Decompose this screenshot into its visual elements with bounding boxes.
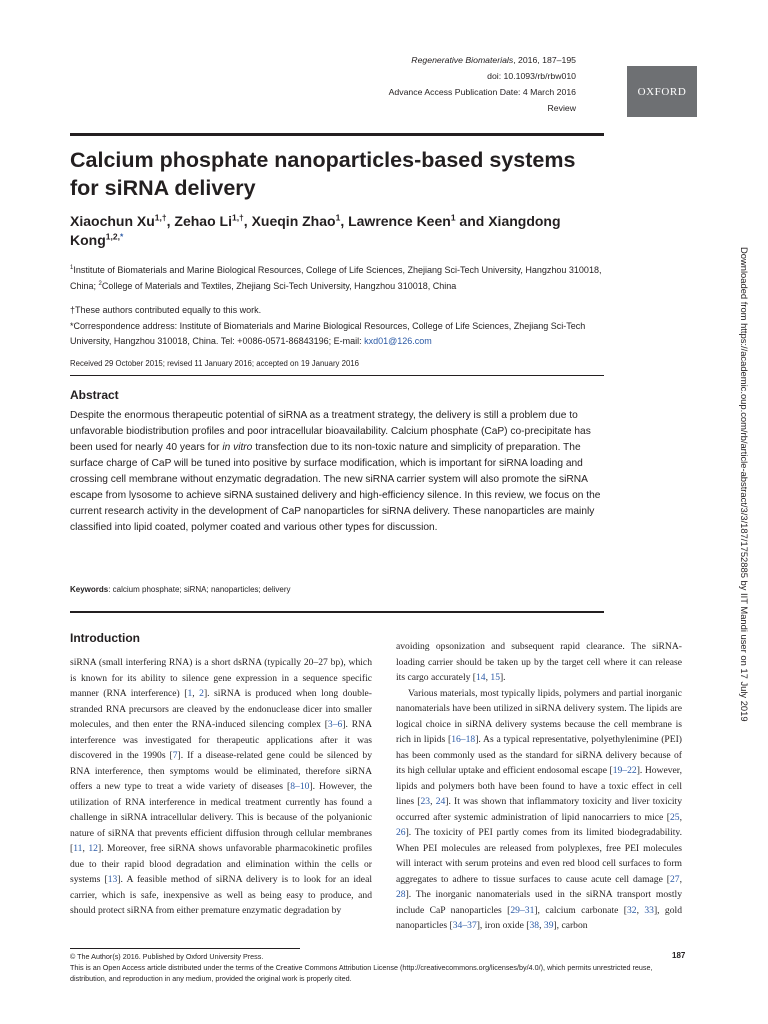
abstract-heading: Abstract: [70, 388, 119, 402]
download-watermark: Downloaded from https://academic.oup.com/rb/article-abstract/3/3/187/1752885 by IIT Mandi user on 17 July 2019: [739, 247, 750, 722]
oxford-logo: OXFORD: [627, 66, 697, 117]
page-number: 187: [672, 951, 686, 960]
citation-link[interactable]: 12: [88, 843, 98, 854]
citation-link[interactable]: 3–6: [327, 719, 343, 730]
citation-link[interactable]: 28: [396, 889, 406, 900]
citation-link[interactable]: 39: [543, 920, 554, 931]
equal-contribution-note: †These authors contributed equally to this work.: [70, 305, 262, 315]
citation-link[interactable]: 15: [490, 672, 500, 683]
citation-link[interactable]: 34–37: [452, 920, 477, 931]
introduction-heading: Introduction: [70, 631, 140, 645]
author-notes: [70, 303, 610, 350]
copyright-text: © The Author(s) 2016. Published by Oxford University Press.: [70, 952, 264, 961]
intro-paragraph: Various materials, most typically lipids, polymers and partial inorganic nanomaterials have been utilized in siRNA delivery system. The lipids are logical choice in siRNA delivery systems because the cell membrane is rich in lipids [16–18]. As a typical representative, polyethylenimine (PEI) has been commonly used as the standard for siRNA delivery because of its high cellular uptake and efficient endosomal escape [19–22]. However, lipids and polymers both have been found to have a toxic effect in cell lines [23, 24]. It was shown that inflammatory toxicity and liver toxicity occurred after systemic administration of lipid nanocarriers to mice [25, 26]. The toxicity of PEI partly comes from its limited biodegradability. When PEI molecules are released from polyplexes, free PEI molecules will interact with serum proteins and even red blood cell surfaces to form aggregates to adhere to tissue surfaces to cause acute cell damage [27, 28]. The inorganic nanomaterials used in the siRNA transport mostly include CaP nanoparticles [29–31], calcium carbonate [32, 33], gold nanoparticles [34–37], iron oxide [38, 39], carbon: [396, 687, 683, 931]
citation-link[interactable]: 25: [670, 811, 680, 823]
journal-info: [389, 52, 576, 116]
license-text: This is an Open Access article distributed under the terms of the Creative Commons Attribution License (http://creativecommons.org/licenses/by/4.0/), which permits unrestricted reuse, distribution, and reproduction in any medium, provided the original work is properly cited.: [70, 963, 653, 983]
citation-link[interactable]: 29–31: [510, 904, 535, 916]
footer-rule: [70, 948, 300, 949]
abstract-rule: [70, 375, 604, 376]
citation-link[interactable]: 27: [670, 873, 680, 885]
article-type: Review: [547, 103, 576, 113]
citation-link[interactable]: 14: [476, 672, 486, 683]
citation-link[interactable]: 13: [107, 874, 118, 885]
intro-left-column: [70, 655, 372, 919]
citation-link[interactable]: 33: [644, 904, 654, 916]
article-title: Calcium phosphate nanoparticles-based systems for siRNA delivery: [70, 148, 576, 200]
journal-doi: doi: 10.1093/rb/rbw010: [487, 71, 576, 81]
citation-link[interactable]: 1: [187, 688, 193, 699]
correspondence-note: *Correspondence address: Institute of Biomaterials and Marine Biological Resources, College of Life Sciences, Zhejiang Sci-Tech University, Hangzhou 310018, China. Tel: +0086-0571-86843196; E-mail: kxd01@126.com: [70, 320, 586, 346]
corresponding-author-link[interactable]: *: [119, 231, 124, 242]
citation-link[interactable]: 8–10: [290, 781, 310, 792]
keywords: Keywords: calcium phosphate; siRNA; nanoparticles; delivery: [70, 585, 291, 594]
section-rule: [70, 611, 604, 613]
footer: [70, 951, 670, 984]
citation-link[interactable]: 32: [626, 904, 637, 916]
intro-paragraph: siRNA (small interfering RNA) is a short dsRNA (typically 20–27 bp), which is known for its ability to silence gene expression in a sequence specific manner (RNA interference) [1, 2]. siRNA is produced when long double-stranded RNA precursors are cleaved by the endonuclease dicer into smaller molecules, and then enter the RNA-induced silencing complex [3–6]. RNA interference was investigated for therapeutic applications after it was discovered in the 1990s [7]. If a disease-related gene could be silenced by RNA interference, then symptoms would be eliminated, therefore siRNA offers a new type to treat a wide variety of diseases [8–10]. However, the utilization of RNA interference in medical treatment currently has found a challenge in siRNA intracellular delivery. This is because of the polyanionic nature of siRNA that prevents efficient diffusion through cellular membranes [11, 12]. Moreover, free siRNA shows unfavorable pharmacokinetic profiles due to their rapid blood degradation and elimination within the cells or systems [13]. A feasible method of siRNA delivery is to look for an ideal carrier, which is safe, inexpensive as well as being easy to produce, and should protect siRNA from either premature enzymatic degradation by: [70, 657, 373, 916]
journal-name: Regenerative Biomaterials: [411, 55, 514, 65]
header-rule: [70, 133, 604, 136]
intro-right-column: [396, 639, 682, 934]
journal-citation: Regenerative Biomaterials, 2016, 187–195: [411, 55, 576, 65]
citation-link[interactable]: 23: [420, 796, 431, 807]
citation-link[interactable]: 19–22: [612, 765, 637, 776]
intro-paragraph: avoiding opsonization and subsequent rapid clearance. The siRNA-loading carrier should be taken up by the target cell where it can release its cargo accurately [14, 15].: [396, 641, 682, 683]
citation-link[interactable]: 7: [172, 750, 178, 761]
received-dates: Received 29 October 2015; revised 11 January 2016; accepted on 19 January 2016: [70, 359, 359, 368]
affiliations: $^1$Institute of Biomaterials and Marine Biological Resources, College of Life Sciences, Zhejiang Sci-Tech University, Hangzhou 310018, China; $^2$College of Materials and Textiles, Zhejiang Sci-Tech University, Hangzhou 310018, China: [70, 265, 602, 291]
citation-link[interactable]: 11: [73, 843, 83, 854]
citation-link[interactable]: 26: [396, 827, 406, 838]
abstract-body: Despite the enormous therapeutic potential of siRNA as a treatment strategy, the delivery is still a problem due to unfavorable biodistribution profiles and poor intracellular bioavailability. Calcium phosphate (CaP) co-precipitate has been used for nearly 40 years for in vitro transfection due to its non-toxic nature and simplicity of preparation. The surface charge of CaP will be tuned into positive by surface modification, which is important for siRNA loading and crossing cell membrane without enzymatic degradation. The new siRNA carrier system will also promote the siRNA escape from lysosome to achieve siRNA sustained delivery and high-efficiency silence. In this review, we focus on the current research activity in the development of CaP nanoparticles for siRNA delivery. These nanoparticles are mainly classified into lipid coated, polymer coated and various other types for discussion.: [70, 410, 601, 533]
journal-pub-date: Advance Access Publication Date: 4 March 2016: [388, 87, 576, 97]
author-list: Xiaochun $Xu^{1,\dagger}$, Zehao $Li^{1,\dagger}$, Xueqin Zhao$^1$, Lawrence Keen$^1$ and Xiangdong Kong$^{1,2,*}$: [70, 212, 561, 248]
email-link[interactable]: kxd01@126.com: [364, 336, 432, 346]
citation-link[interactable]: 24: [435, 796, 446, 807]
citation-link[interactable]: 2: [199, 688, 204, 699]
citation-link[interactable]: 16–18: [451, 734, 476, 745]
citation-link[interactable]: 38: [529, 920, 540, 931]
